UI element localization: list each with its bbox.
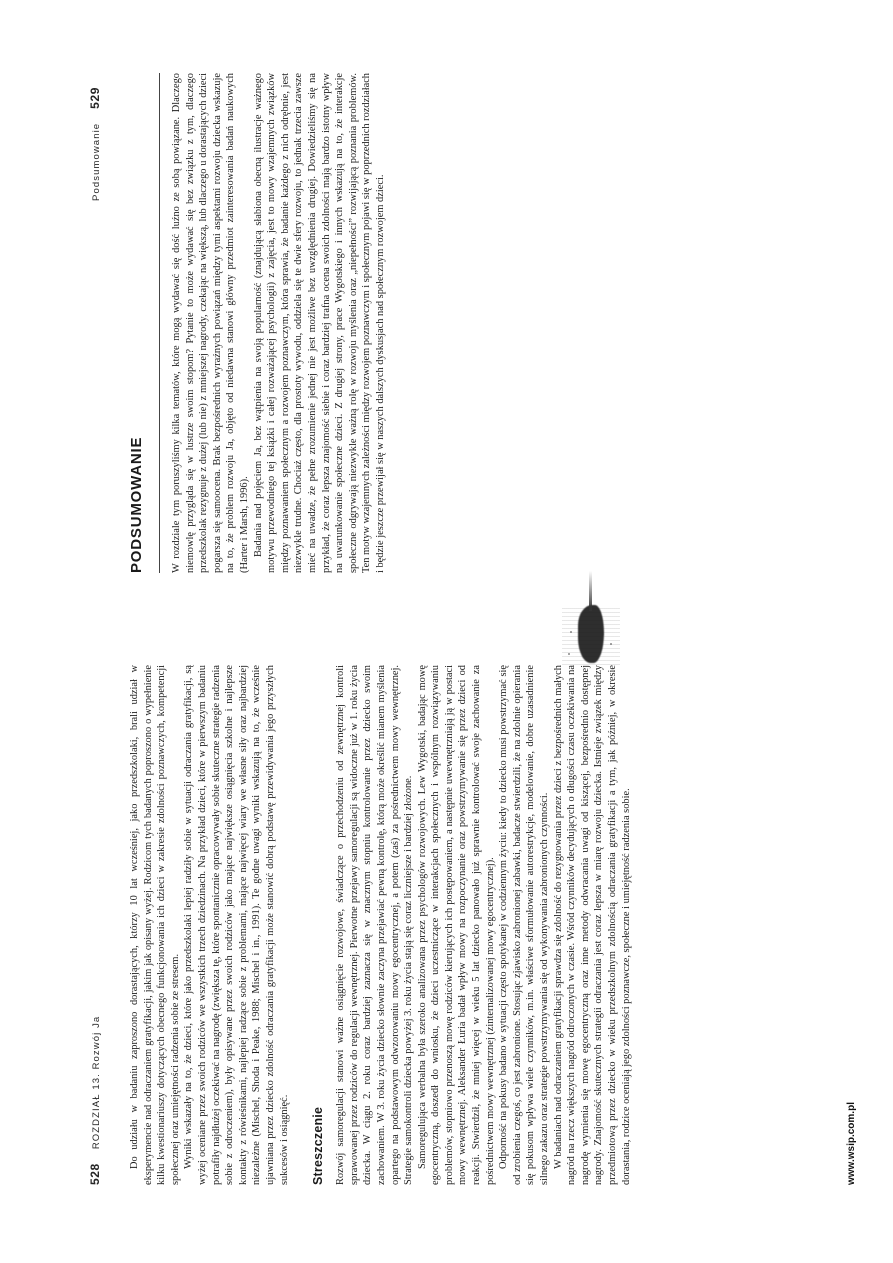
podsumowanie-heading: PODSUMOWANIE [128,436,145,573]
left-paragraph-1: Do udziału w badaniu zaproszono dorastających, którzy 10 lat wcześniej, jako przedszkolaki, brali udział w eksperymencie nad odraczaniem gratyfikacji, jakim jak opisany wyżej. Rodzicom tych badanych poproszono o wypełnienie kilku kwestionariuszy dotyczących obecnego funkcjonowania ich dzieci w zakresie zdolności poznawczych, kompetencji społecznej oraz umiejętności radzenia sobie ze stresem. [129,665,181,1185]
heading-rule [159,73,160,573]
summary-paragraph-1: Rozwój samoregulacji stanowi ważne osiągnięcie rozwojowe, świadczące o przechodzeniu od zewnętrznej kontroli sprawowanej przez rodziców do regulacji wewnętrznej. Pierwotne przejawy samoregulacji są widoczne już w 1. roku życia dziecka. W ciągu 2. roku coraz bardziej zaznacza się w znacznym stopniu kontrolowanie przez dziecko swoim zachowaniem. W 3. roku życia dziecko słownie zaczyna przejawiać pewną kontrolę, którą może określić mianem myślenia opartego na podstawowym odwzorowaniu mowy egocentrycznej, a potem (zaś) za pośrednictwem mowy wewnętrznej. Strategie samokontroli dziecka powyżej 3. roku życia stają się coraz liczniejsze i bardziej złożone. [335,665,415,1185]
left-chapter-title: ROZDZIAŁ 13. Rozwój Ja [91,1015,102,1150]
summary-heading: Streszczenie [311,1106,326,1185]
left-running-head [88,665,102,1185]
left-page [88,665,818,1185]
right-page-number: 529 [88,87,102,109]
right-page [88,73,818,573]
publisher-url[interactable]: www.wsip.com.pl [846,1102,857,1185]
summary-paragraph-4: W badaniach nad odraczaniem gratyfikacji sprawdza się zdolność do rezygnowania przez dzieci z bezpośrednich małych nagród na rzecz większych nagród odroczonych w czasie. Wśród czynników decydujących o długości czasu oczekiwania na nagrodę wymienia się mowę egocentryczną oraz inne metody odwracania uwagi od kiszącej, bezpośrednio dostępnej nagrody. Znajomość skutecznych strategii odraczania jest coraz lepsza w miarę rozwoju dziecka. Istnieje związek między przedmiotową przez dziecko w wieku przedszkolnym zdolnością odraczania gratyfikacji a tym, jak później, w okresie dorastania, rodzice oceniają jego zdolności poznawcze, społeczne i umiejętność radzenia sobie. [552,665,632,1185]
left-paragraph-2: Wyniki wskazały na to, że dzieci, które jako przedszkolaki lepiej radziły sobie w sytuacji odraczania gratyfikacji, są wyżej oceniane przez swoich rodziców we wszystkich trzech dziedzinach. Na przykład dzieci, które w pierwszym badaniu potrafiły najdłużej oczekiwać na nagrodę (zwiększa tę, które spontanicznie opracowywały sobie skuteczne strategie radzenia sobie z odroczeniem), były opisywane przez swoich rodziców jako mające największe osiągnięcia szkolne i najlepsze kontakty z rówieśnikami, najlepiej radzące sobie z problemami, mające najwięcej wiary we własne siły oraz najbardziej niezależne (Mischel, Shoda i Peake, 1988; Mischel i in., 1991). Te godne uwagi wyniki wskazują na to, że wcześnie ujawniana przez dziecko zdolność odraczania gratyfikacji może stanowić dobrą podstawę przewidywania jego przyszłych sukcesów i osiągnięć. [183,665,290,1185]
right-section-title: Podsumowanie [91,122,102,201]
summary-paragraph-3: Odporność na pokusy badano w sytuacji często spotykanej w codziennym życiu: kiedy to dziecko musi powstrzymać się od zrobienia czegoś, co jest zabronione. Stosując zjawisko zabronionej zabawki, badacze stwierdzili, że na zdolnie opierania się pokusom wpływa wiele czynników, m.in. właściwe sformułowanie autorestrykcje, modelowanie, dobre uzasadnienie silnego zakazu oraz strategie powstrzymywania się od wykonywania zabronionych czynności. [498,665,551,1185]
right-paragraph-1: W rozdziale tym poruszyliśmy kilka tematów, które mogą wydawać się dość luźno ze sobą powiązane. Dlaczego niemowlę przygląda się w lustrze swoim stopom? Pytanie to może wydawać się bez związku z tym, dlaczego przedszkolak rezygnuje z dużej (lub nie) z mniejszej nagrody, czekając na większą, lub dlaczego u dorastających dzieci pogarsza się samoocena. Brak bezpośrednich wyraźnych powiązań między tymi aspektami rozwoju dziecka wskazuje na to, że problem rozwoju Ja, objęto od niedawna stanowi główny przedmiot zainteresowania badań naukowych (Harter i Marsh, 1996). [171,73,250,573]
summary-paragraph-2: Samoregulująca werbalna była szeroko analizowana przez psychologów rozwojowych. Lew Wygotski, badając mowę egocentryczną, doszedł do wniosku, że dzieci uczestniczące w interakcjach społecznych i wspólnym rozwiązywaniu problemów, stopniowo przenoszą mowę rodziców kierujących ich postępowaniem, a następnie uwewnętrzniają ją w postaci mowy wewnętrznej. Aleksander Łuria badał wpływ mowy na rozpoczynanie oraz powstrzymywanie się przez dzieci od reakcji. Stwierdził, że mniej więcej w wieku 5 lat dziecko panowało już sprawnie kontrolować swoje zachowanie za pośrednictwem mowy wewnętrznej (zinternalizowanej mowy egocentrycznej). [416,665,496,1185]
right-paragraph-2: Badania nad pojęciem Ja, bez wątpienia na swoją popularność (znajdującą słabiona obecną ilustracje ważnego motywu przewodniego tej książki i całej rozważającej psychologii) z zajęcia, jest to mowy wzajemnych związków między poznawaniem społecznym a rozwojem poznawczym, która sprawia, że badanie każdego z nich odrębnie, jest niezwykle trudne. Chociaż często, dla prostoty wywodu, oddziela się te dwie sfery rozwoju, to jednak trzecia zawsze mieć na uwadze, że pełne zrozumienie jednej nie jest możliwe bez uwzględnienia drugiej. Dowiedzieliśmy się na przykład, że coraz lepsza znajomość siebie i coraz bardziej trafna ocena swoich zdolności mają bardzo istotny wpływ na uwarunkowanie społeczne dzieci. Z drugiej strony, prace Wygotskiego i innych wskazują na to, że interakcje społeczne odgrywają niezwykle ważną rolę w rozwoju myślenia oraz „niepełności” rozwijającą poznania problemów. Ten motyw wzajemnych zależności między rozwojem poznawczym i społecznym pojawi się w poprzednich rozdziałach i będzie jeszcze przewijał się w naszych dalszych dyskusjach nad społecznym rozwojem dzieci. [252,73,386,573]
scan-smudge-artifact [560,573,624,663]
right-running-head [88,73,102,573]
left-page-number: 528 [88,1163,102,1185]
